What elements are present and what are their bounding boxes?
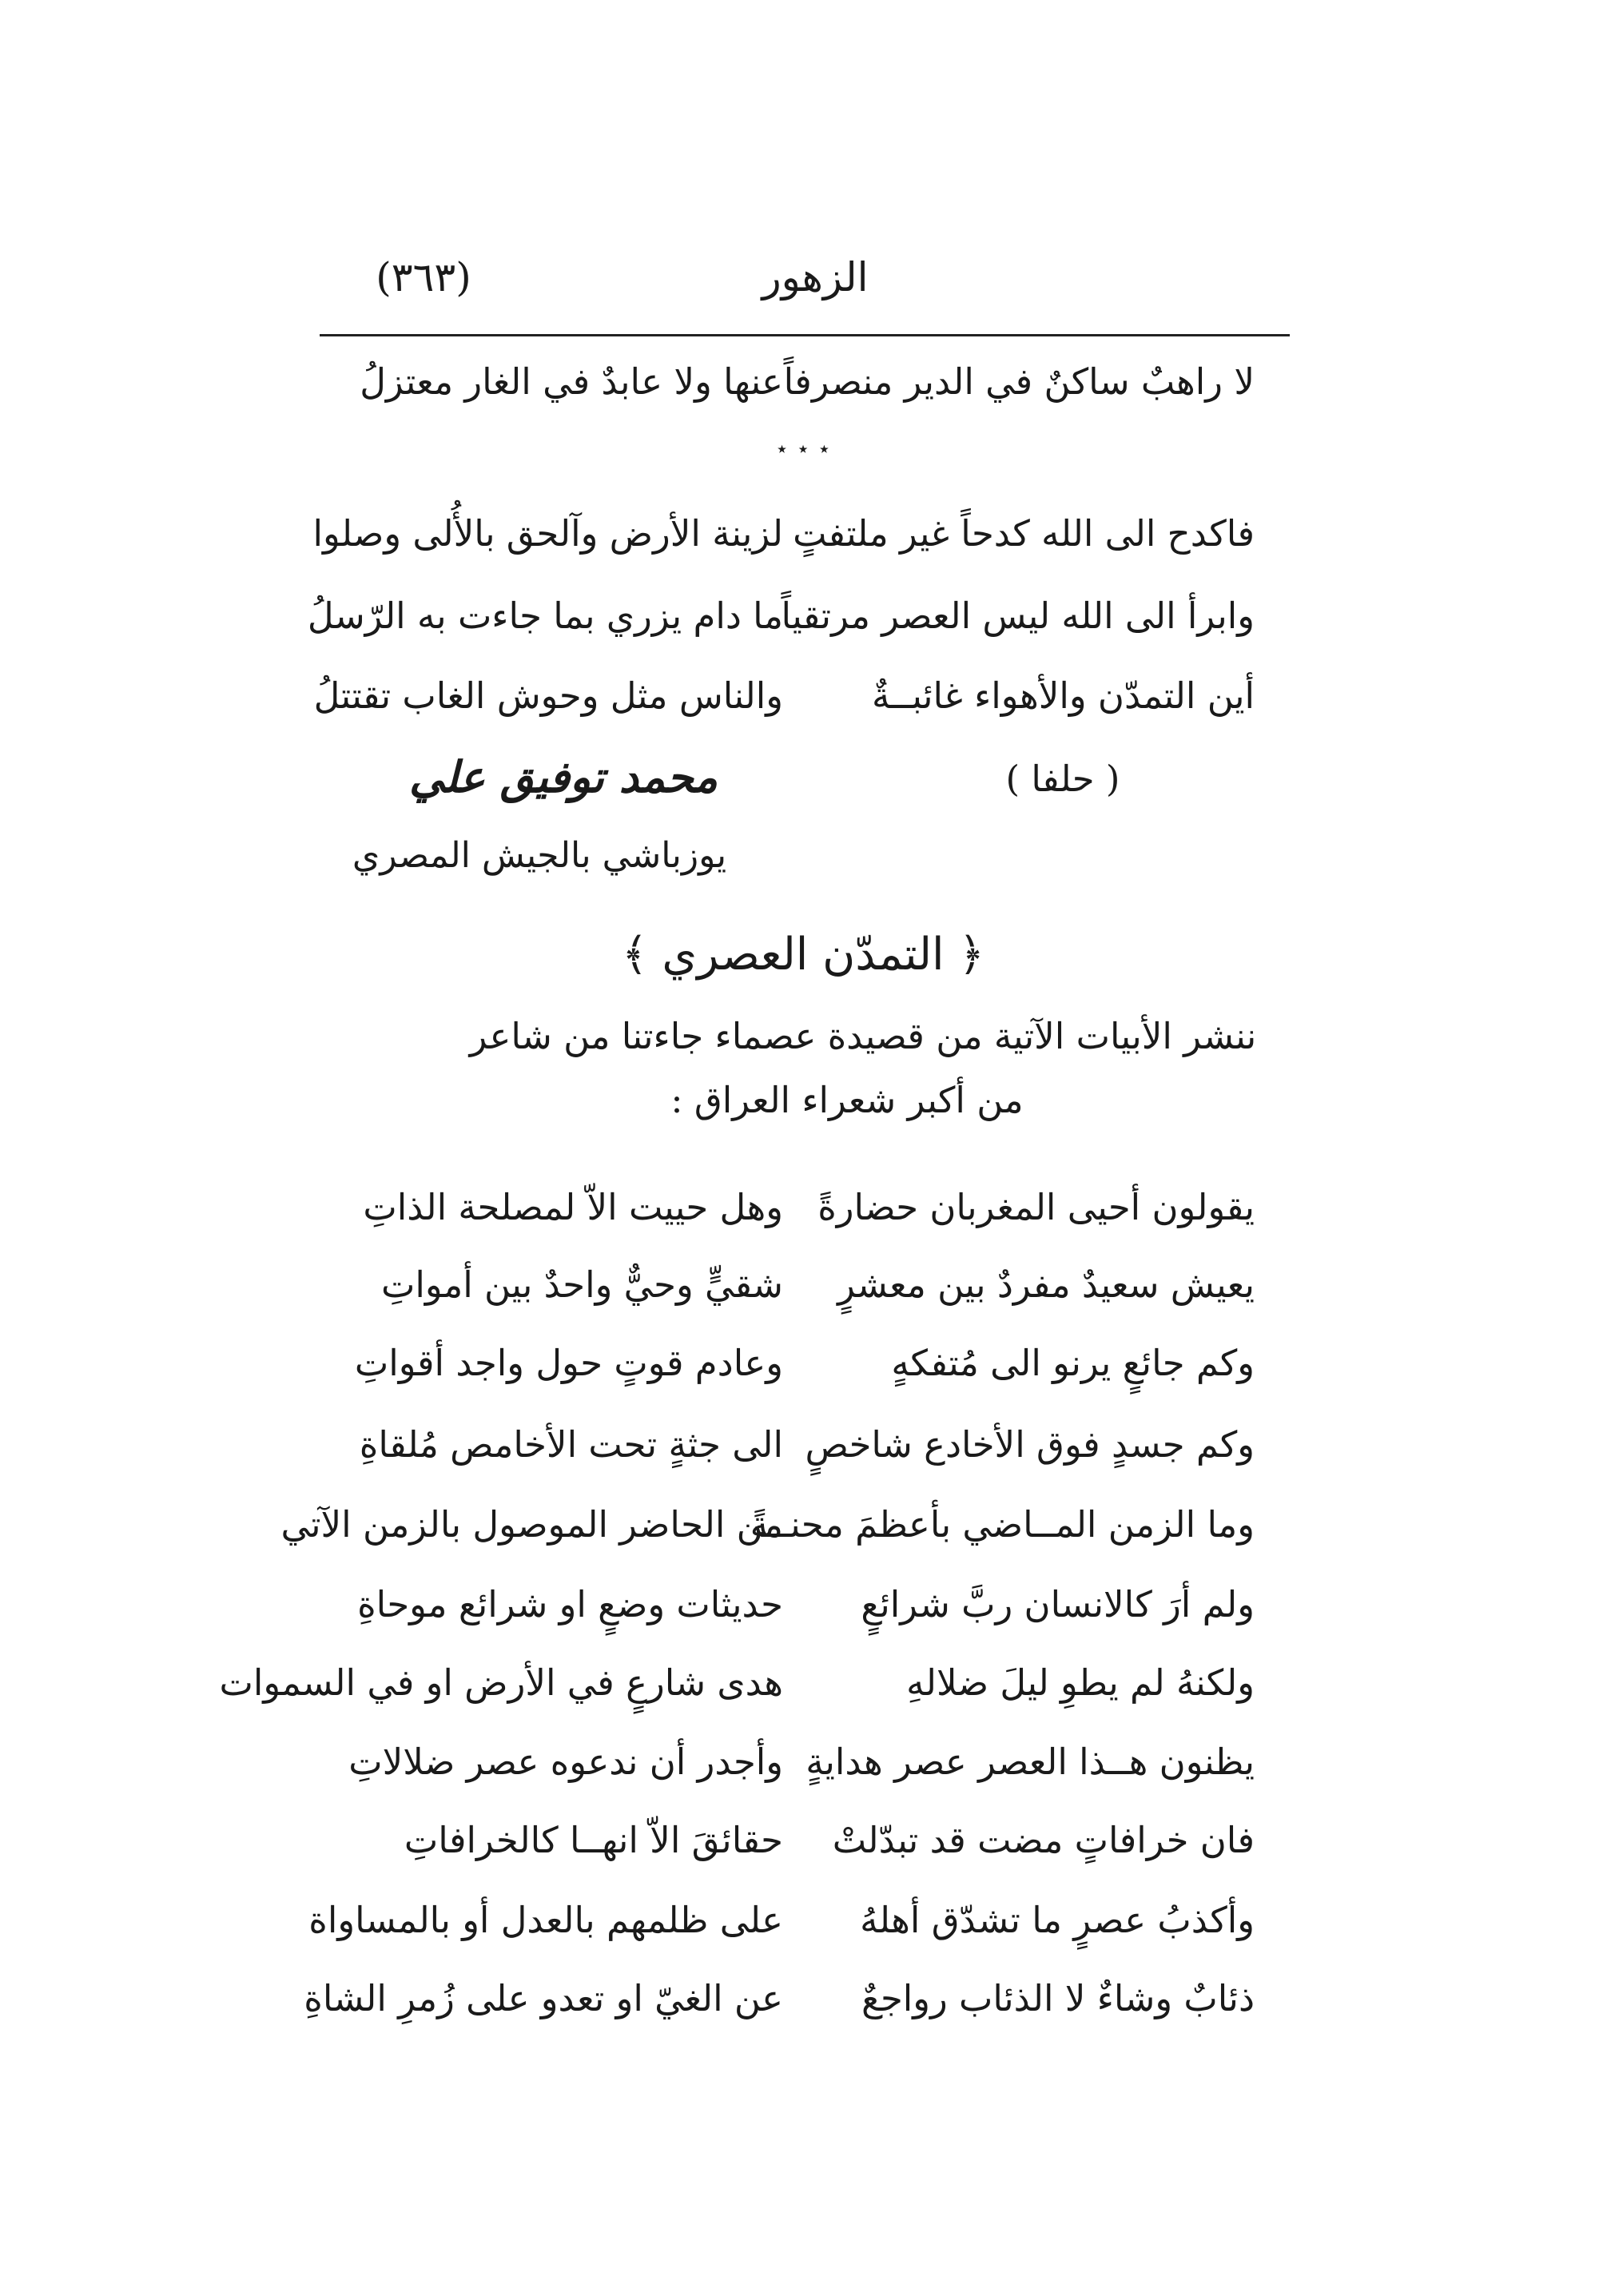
poem-one-line-3-first: أين التمدّن والأهواء غائبــةٌ [871,674,1255,717]
location: ( حلفا ) [1005,758,1120,800]
poem-two-line-2-first: يعيش سعيدٌ مفردٌ بين معشرٍ [837,1263,1255,1306]
opening-verse-second: عنها ولا عابدٌ في الغار معتزلُ [360,360,783,403]
signature-title: يوزباشي بالجيش المصري [352,835,727,876]
poem-two-line-2-second: شقيٍّ وحيٌّ واحدٌ بين أمواتِ [381,1263,783,1306]
header-rule [320,334,1290,336]
poem-two-line-7-second: هدى شارعٍ في الأرض او في السموات [219,1661,783,1704]
poem-one-line-2-first: وابرأ الى الله ليس العصر مرتقياً [781,595,1255,637]
poem-two-line-4-first: وكم جسدٍ فوق الأخادع شاخصٍ [805,1423,1255,1466]
poem-one-line-1-first: فاكدح الى الله كدحاً غير ملتفتٍ [793,512,1255,555]
poem-two-line-1-second: وهل حييت الاّ لمصلحة الذاتِ [363,1186,783,1228]
poem-two-line-5-first: وما الزمن المــاضي بأعظمَ محنــةً [750,1503,1255,1546]
poem-two-line-7-first: ولكنهُ لم يطوِ ليلَ ضلالهِ [906,1661,1255,1704]
poem-two-line-8-second: وأجدر أن ندعوه عصر ضلالاتِ [348,1741,783,1783]
intro-line-1: ننشر الأبيات الآتية من قصيدة عصماء جاءتنا من شاعر [469,1015,1257,1057]
opening-verse-first: لا راهبٌ ساكنٌ في الدير منصرفاً [783,360,1255,403]
stars-separator: ⋆ ⋆ ⋆ [774,436,832,462]
running-title: الزهور [762,254,869,300]
poem-one-line-1-second: لزينة الأرض وآلحق بالأُلى وصلوا [312,512,783,555]
poem-two-line-10-first: وأكذبُ عصرٍ ما تشدّق أهلهُ [860,1899,1255,1941]
signature-name: محمد توفيق علي [408,751,718,802]
intro-line-2: من أكبر شعراء العراق : [670,1079,1024,1121]
poem-two-line-9-first: فان خرافاتٍ مضت قد تبدّلتْ [832,1819,1255,1861]
poem-two-line-4-second: الى جثةٍ تحت الأخامص مُلقاةِ [359,1423,783,1466]
poem-two-line-3-second: وعادم قوتٍ حول واجد أقواتِ [354,1342,783,1384]
section-title: ﴿ التمدّن العصري ﴾ [621,929,985,981]
poem-two-line-10-second: على ظلمهم بالعدل أو بالمساواة [308,1899,783,1941]
poem-two-line-8-first: يظنون هــذا العصر عصر هدايةٍ [805,1741,1255,1783]
poem-one-line-3-second: والناس مثل وحوش الغاب تقتتلُ [313,674,783,717]
page-number: (٣٦٣) [376,254,471,300]
poem-two-line-6-second: حديثات وضعٍ او شرائع موحاةِ [357,1583,783,1626]
poem-two-line-11-second: عن الغيّ او تعدو على زُمرِ الشاةِ [304,1977,783,2019]
poem-two-line-1-first: يقولون أحيى المغربان حضارةً [817,1186,1255,1228]
poem-two-line-11-first: ذئابٌ وشاءٌ لا الذئاب رواجعٌ [861,1977,1255,2019]
poem-two-line-6-first: ولم أرَ كالانسان ربَّ شرائعٍ [861,1583,1255,1626]
poem-two-line-5-second: من الحاضر الموصول بالزمن الآتي [280,1503,783,1546]
poem-two-line-9-second: حقائقَ الاّ انهــا كالخرافاتِ [404,1819,783,1861]
poem-one-line-2-second: ما دام يزري بما جاءت به الرّسلُ [307,595,783,637]
poem-two-line-3-first: وكم جائعٍ يرنو الى مُتفكهٍ [891,1342,1255,1384]
